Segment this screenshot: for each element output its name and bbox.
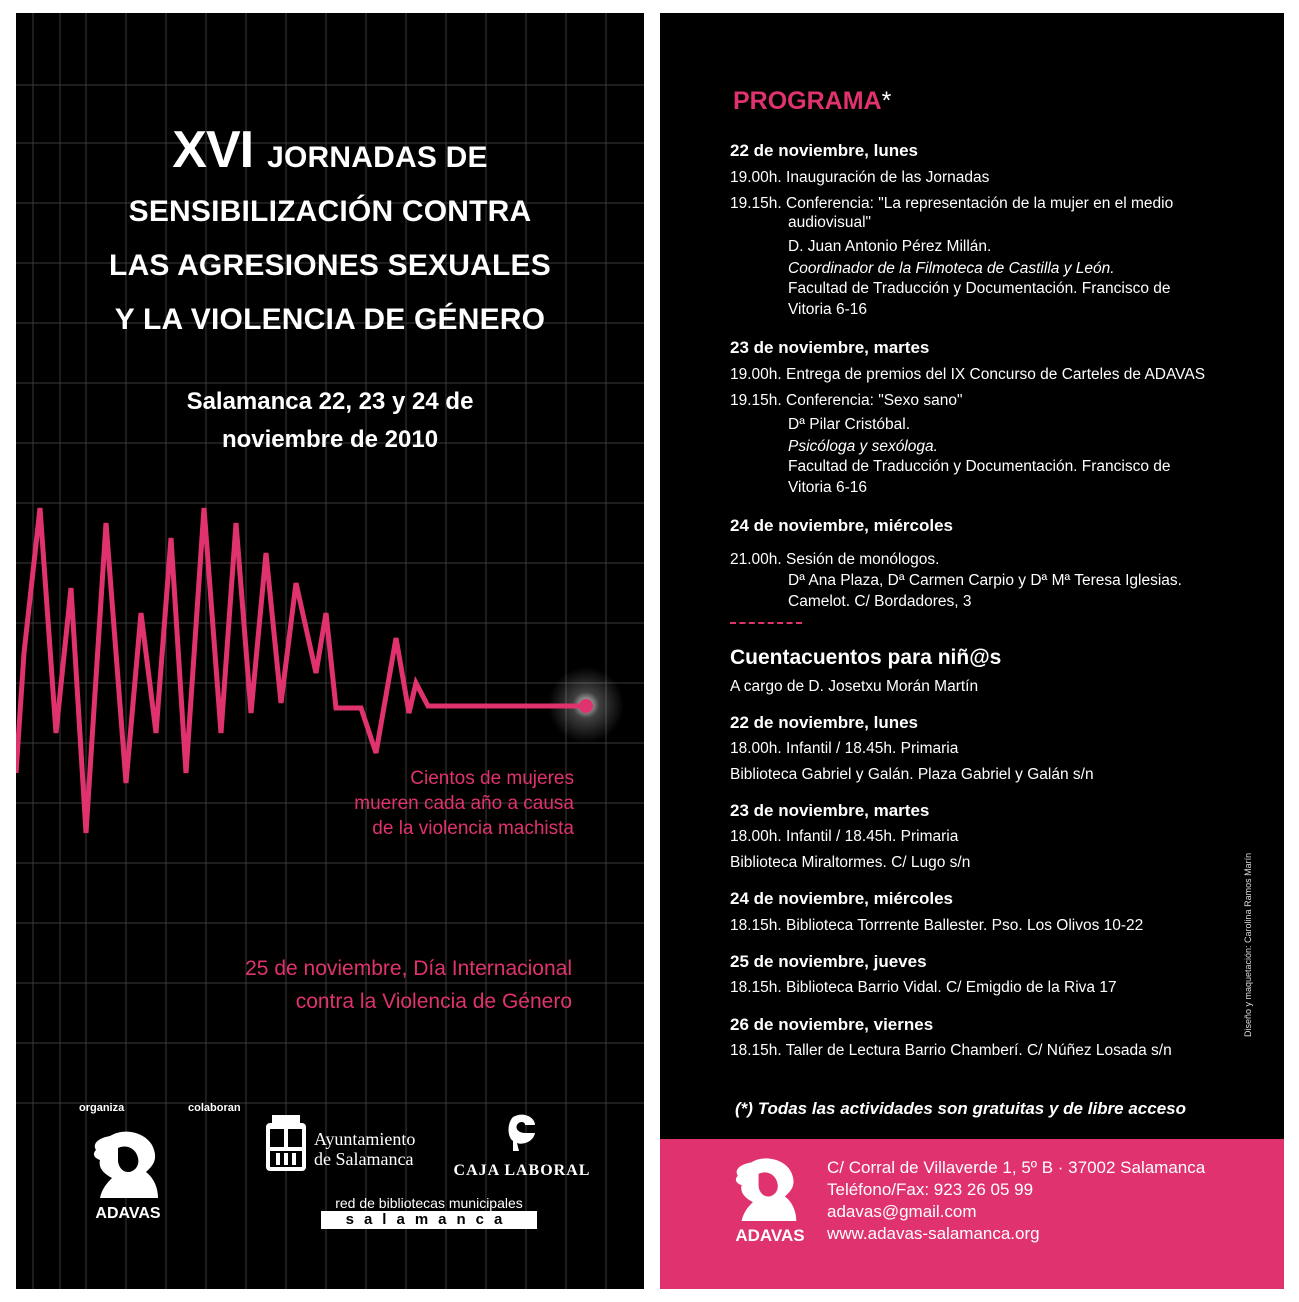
caja-laboral-icon (507, 1113, 537, 1151)
ayuntamiento-logo: Ayuntamiento de Salamanca (262, 1113, 310, 1180)
speaker-name: Dª Pilar Cristóbal. (788, 416, 911, 433)
venue: 18.15h. Biblioteca Torrrente Ballester. Pso. Los Olivos 10-22 (730, 917, 1144, 934)
story-day-24-heading: 24 de noviembre, miércoles (730, 889, 953, 908)
woman-profile-icon (730, 1155, 806, 1221)
program-item: 18.00h. Infantil / 18.45h. Primaria (730, 828, 959, 845)
adavas-wordmark: ADAVAS (95, 1205, 161, 1222)
speaker-name: Dª Ana Plaza, Dª Carmen Carpio y Dª Mª Teresa Iglesias. (788, 572, 1182, 589)
title-line-3: LAS AGRESIONES SEXUALES (109, 249, 551, 282)
storytelling-title: Cuentacuentos para niñ@s (730, 646, 1002, 669)
title-line-1: JORNADAS DE (267, 141, 488, 174)
program-panel (660, 13, 1284, 1289)
program-item: 19.15h. Conferencia: "Sexo sano" (730, 392, 963, 409)
contact-address: C/ Corral de Villaverde 1, 5º B · 37002 Salamanca (827, 1158, 1206, 1177)
international-day-text: 25 de noviembre, Día Internacional contra la Violencia de Género (245, 957, 572, 1013)
coat-of-arms-icon (262, 1113, 310, 1175)
venue: Facultad de Traducción y Documentación. Francisco de (788, 280, 1171, 297)
poster-cover (16, 13, 644, 1289)
venue: 18.15h. Taller de Lectura Barrio Chamberí. C/ Núñez Losada s/n (730, 1042, 1172, 1059)
program-item: 18.00h. Infantil / 18.45h. Primaria (730, 740, 959, 757)
story-day-23-heading: 23 de noviembre, martes (730, 801, 930, 820)
day-22-heading: 22 de noviembre, lunes (730, 141, 919, 160)
adavas-logo (88, 1128, 168, 1223)
speaker-role: Psicóloga y sexóloga. (788, 438, 938, 455)
story-day-25-heading: 25 de noviembre, jueves (730, 952, 927, 971)
contact-details (827, 1157, 1205, 1245)
speaker-name: D. Juan Antonio Pérez Millán. (788, 238, 992, 255)
event-dates: Salamanca 22, 23 y 24 de noviembre de 2010 (186, 388, 474, 453)
program-item: audiovisual" (788, 214, 872, 231)
program-item: 19.00h. Entrega de premios del IX Concurso de Carteles de ADAVAS (730, 366, 1206, 383)
organiza-label: organiza (79, 1102, 125, 1114)
day-23-heading: 23 de noviembre, martes (730, 338, 930, 357)
caja-laboral-logo: CAJA LABORAL (448, 1113, 596, 1180)
woman-profile-icon (88, 1128, 168, 1198)
title-line-2: SENSIBILIZACIÓN CONTRA (128, 195, 532, 228)
design-credit: Diseño y maquetación: Carolina Ramos Marín (1243, 852, 1253, 1037)
day-24-heading: 24 de noviembre, miércoles (730, 516, 953, 535)
colaboran-label: colaboran (188, 1102, 241, 1114)
program-item: 21.00h. Sesión de monólogos. (730, 551, 940, 568)
contact-website[interactable]: www.adavas-salamanca.org (827, 1224, 1040, 1243)
venue: Vitoria 6-16 (788, 301, 867, 318)
program-item: 19.00h. Inauguración de las Jornadas (730, 169, 990, 186)
edition-numeral: XVI (172, 121, 254, 179)
quote-text: Cientos de mujeres mueren cada año a causa de la violencia machista (354, 768, 574, 839)
program-title: PROGRAMA* (733, 87, 892, 115)
title-line-4: Y LA VIOLENCIA DE GÉNERO (114, 303, 546, 336)
venue: Vitoria 6-16 (788, 479, 867, 496)
venue: Camelot. C/ Bordadores, 3 (788, 593, 972, 610)
pulse-dot (579, 699, 593, 713)
story-day-22-heading: 22 de noviembre, lunes (730, 713, 919, 732)
free-access-note: (*) Todas las actividades son gratuitas y de libre acceso (735, 1099, 1187, 1118)
contact-phone: Teléfono/Fax: 923 26 05 99 (827, 1180, 1034, 1199)
story-day-26-heading: 26 de noviembre, viernes (730, 1015, 934, 1034)
program-item: 19.15h. Conferencia: "La representación de la mujer en el medio (730, 195, 1174, 212)
contact-footer (660, 1139, 1284, 1289)
bibliotecas-logo: red de bibliotecas municipales salamanca (321, 1196, 537, 1229)
adavas-footer-logo: ADAVAS (730, 1155, 810, 1246)
speaker-role: Coordinador de la Filmoteca de Castilla y León. (788, 260, 1115, 277)
venue: 18.15h. Biblioteca Barrio Vidal. C/ Emigdio de la Riva 17 (730, 979, 1117, 996)
venue: Biblioteca Miraltormes. C/ Lugo s/n (730, 854, 971, 871)
venue: Facultad de Traducción y Documentación. Francisco de (788, 458, 1171, 475)
poster-title (16, 123, 644, 347)
contact-email[interactable]: adavas@gmail.com (827, 1202, 977, 1221)
section-divider (730, 622, 802, 624)
storytelling-subtitle: A cargo de D. Josetxu Morán Martín (730, 678, 979, 695)
venue: Biblioteca Gabriel y Galán. Plaza Gabriel y Galán s/n (730, 766, 1094, 783)
